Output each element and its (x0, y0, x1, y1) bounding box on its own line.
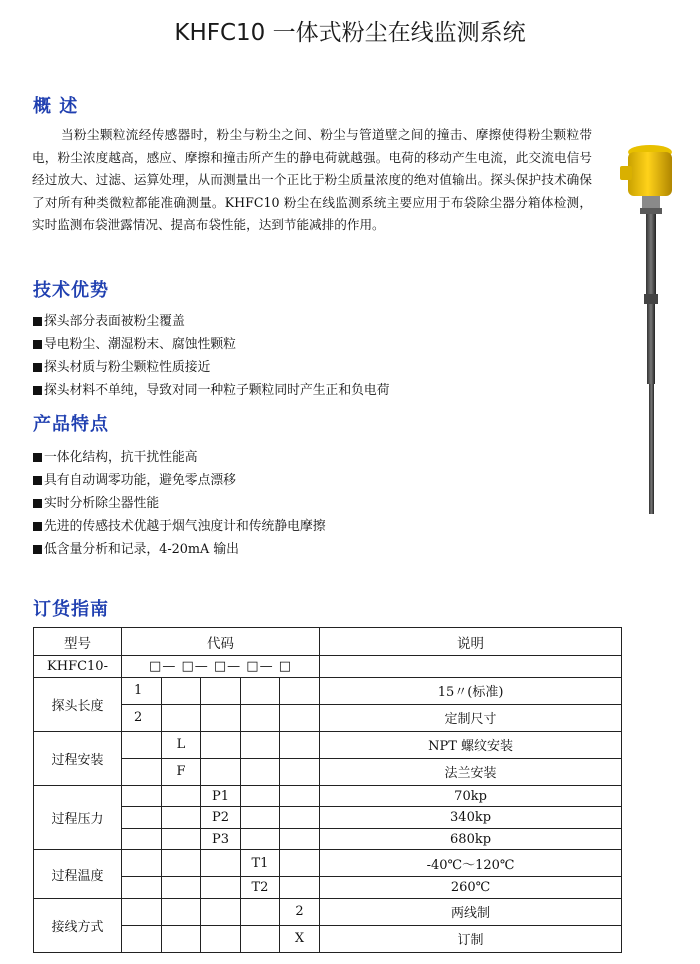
bullet-square-icon (33, 545, 42, 554)
header-description: 说明 (320, 628, 622, 656)
list-item: 具有自动调零功能，避免零点漂移 (33, 469, 326, 492)
list-item: 实时分析除尘器性能 (33, 492, 326, 515)
overview-heading: 概 述 (33, 96, 79, 117)
table-row: 接线方式 2 两线制 (34, 898, 622, 925)
table-row (34, 656, 622, 678)
advantages-heading: 技术优势 (33, 280, 109, 301)
list-item: 一体化结构，抗干扰性能高 (33, 446, 326, 469)
table-header-row (34, 628, 622, 656)
features-list (33, 446, 326, 561)
table-row: P3 680kp (34, 828, 622, 850)
bullet-square-icon (33, 386, 42, 395)
features-heading: 产品特点 (33, 414, 109, 435)
list-item: 低含量分析和记录，4-20mA 输出 (33, 538, 326, 561)
bullet-square-icon (33, 453, 42, 462)
bullet-square-icon (33, 499, 42, 508)
table-row: F 法兰安装 (34, 758, 622, 785)
header-code: 代码 (122, 628, 320, 656)
table-row: 过程安装 L NPT 螺纹安装 (34, 731, 622, 758)
list-item: 探头部分表面被粉尘覆盖 (33, 310, 390, 333)
ordering-table (33, 627, 621, 953)
temperature-label: 过程温度 (34, 850, 122, 899)
ordering-heading: 订货指南 (33, 599, 109, 620)
list-item: 先进的传感技术优越于烟气浊度计和传统静电摩擦 (33, 515, 326, 538)
header-model: 型号 (34, 628, 122, 656)
table-row: 过程温度 T1 -40℃～120℃ (34, 850, 622, 877)
bullet-square-icon (33, 317, 42, 326)
table-row: T2 260℃ (34, 877, 622, 899)
wiring-label: 接线方式 (34, 898, 122, 952)
model-cell: KHFC10- (34, 656, 122, 678)
install-label: 过程安装 (34, 731, 122, 785)
list-item: 探头材料不单纯，导致对同一种粒子颗粒同时产生正和负电荷 (33, 379, 390, 402)
list-item: 探头材质与粉尘颗粒性质接近 (33, 356, 390, 379)
sensor-product-image (618, 144, 678, 514)
bullet-square-icon (33, 522, 42, 531)
model-code-cell: □— □— □— □— □ (122, 656, 320, 678)
list-item: 导电粉尘、潮湿粉末、腐蚀性颗粒 (33, 333, 390, 356)
page-title: KHFC10 一体式粉尘在线监测系统 (174, 20, 526, 46)
table-row: 探头长度 1 15〃(标准) (34, 677, 622, 704)
bullet-square-icon (33, 363, 42, 372)
bullet-square-icon (33, 340, 42, 349)
table-row: 过程压力 P1 70kp (34, 785, 622, 807)
table-row: X 订制 (34, 925, 622, 952)
advantages-list (33, 310, 390, 402)
table-row: 2 定制尺寸 (34, 704, 622, 731)
pressure-label: 过程压力 (34, 785, 122, 850)
bullet-square-icon (33, 476, 42, 485)
overview-text: 当粉尘颗粒流经传感器时，粉尘与粉尘之间、粉尘与管道壁之间的撞击、摩擦使得粉尘颗粒带电，粉尘浓度越高，感应、摩擦和撞击所产生的静电荷就越强。电荷的移动产生电流，此交流电信号经过放大、过滤、运算处理，从而测量出一个正比于粉尘质量浓度的绝对值输出。探头保护技术确保了对所有种类微粒都能准确测量。KHFC10 粉尘在线监测系统主要应用于布袋除尘器分箱体检测，实时监测布袋泄露情况、提高布袋性能，达到节能减排的作用。 (32, 127, 592, 233)
table-row: P2 340kp (34, 807, 622, 829)
probe-length-label: 探头长度 (34, 677, 122, 731)
